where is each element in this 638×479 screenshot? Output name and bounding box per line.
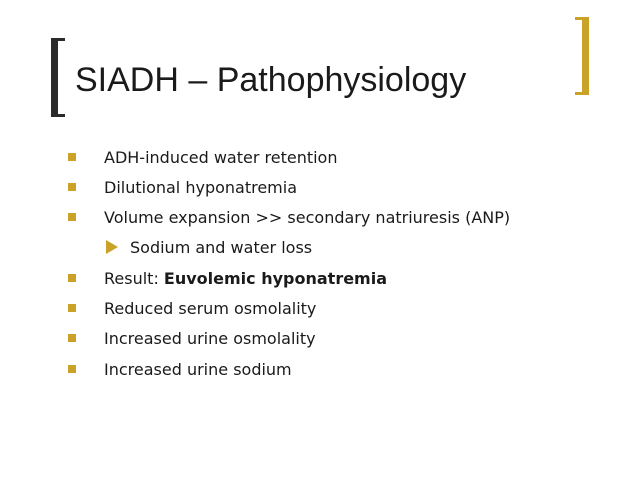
square-bullet-icon [68,304,76,312]
bullet-text: ADH-induced water retention [104,147,338,167]
right-bracket-decoration [575,17,589,95]
sub-bullet-text: Sodium and water loss [130,237,313,257]
result-prefix: Result: [104,268,164,288]
square-bullet-icon [68,183,76,191]
bullet-text: Dilutional hyponatremia [104,177,298,197]
bullet-text: Increased urine osmolality [104,328,316,348]
arrow-bullet-icon [106,240,118,254]
slide-title: SIADH – Pathophysiology [75,61,467,99]
bullet-text-result [104,269,387,288]
square-bullet-icon [68,213,76,221]
bullet-text: Volume expansion >> secondary natriuresis (ANP) [104,207,511,227]
left-bracket-decoration [51,38,65,117]
bullet-text: Increased urine sodium [104,359,292,379]
square-bullet-icon [68,274,76,282]
square-bullet-icon [68,334,76,342]
square-bullet-icon [68,365,76,373]
square-bullet-icon [68,153,76,161]
bullet-text: Reduced serum osmolality [104,298,317,318]
result-bold-text: Euvolemic hyponatremia [163,268,388,288]
